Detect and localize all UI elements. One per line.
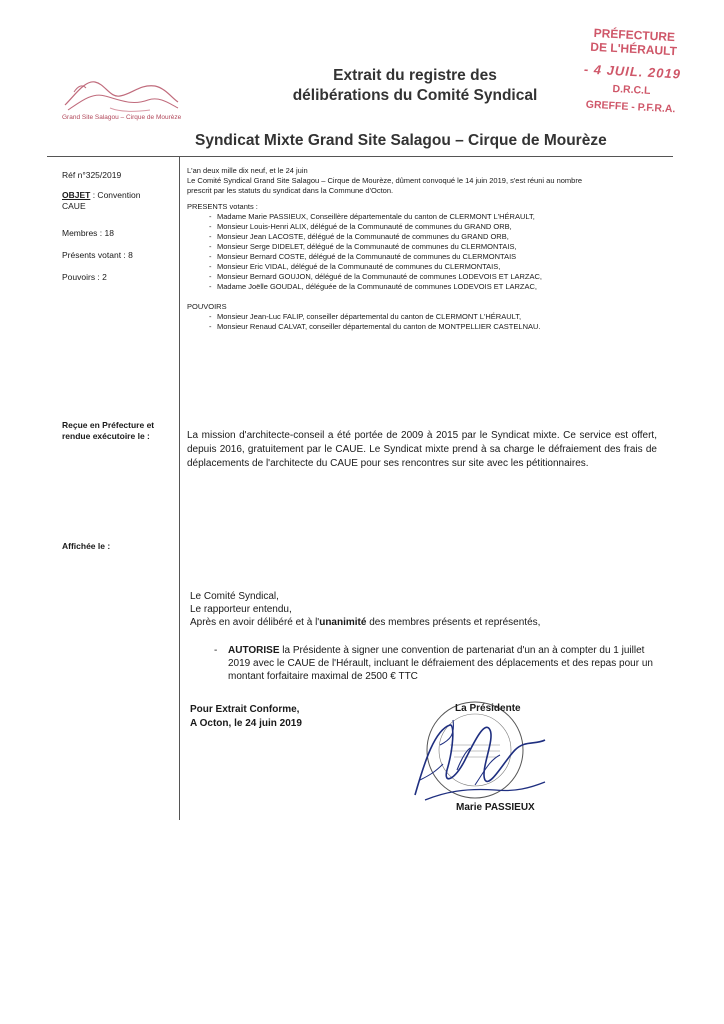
presents-count: Présents votant : 8 — [62, 250, 133, 260]
document-title — [270, 66, 560, 106]
handwritten-signature — [395, 700, 555, 810]
pouvoirs-heading: POUVOIRS — [187, 302, 227, 311]
place-and-date: A Octon, le 24 juin 2019 — [190, 718, 302, 729]
deliberation-block — [190, 590, 660, 629]
presents-list — [187, 212, 657, 292]
signature-left-block — [190, 703, 302, 731]
logo-caption: Grand Site Salagou – Cirque de Mourèze — [62, 114, 182, 121]
affichee-label: Affichée le : — [62, 541, 111, 551]
objet-value-2: CAUE — [62, 201, 86, 211]
header-divider — [47, 156, 673, 157]
deliberation-line-1: Le Comité Syndical, — [190, 591, 279, 602]
list-item: - Madame Joëlle GOUDAL, déléguée de la Communauté de communes LODEVOIS ET LARZAC, — [187, 282, 657, 292]
stamp-line-3: D.R.C.L — [612, 82, 651, 97]
title-line-2: délibérations du Comité Syndical — [292, 87, 538, 104]
objet-value: : Convention — [90, 190, 141, 200]
decision-block — [214, 644, 668, 683]
membres-count: Membres : 18 — [62, 228, 114, 238]
intro-line-2: Le Comité Syndical Grand Site Salagou – Cirque de Mourèze, dûment convoqué le 14 juin 2019, s'est réuni au nombre — [187, 176, 583, 185]
intro-line-1: L'an deux mille dix neuf, et le 24 juin — [187, 166, 308, 175]
stamp-date: - 4 JUIL. 2019 — [583, 61, 682, 82]
list-item: - Monsieur Eric VIDAL, délégué de la Communauté de communes du CLERMONTAIS, — [187, 262, 657, 272]
objet-block — [62, 190, 174, 212]
document-subtitle: Syndicat Mixte Grand Site Salagou – Cirque de Mourèze — [195, 132, 607, 149]
prefecture-stamp — [573, 25, 692, 116]
list-item: - Monsieur Louis-Henri ALIX, délégué de la Communauté de communes du GRAND ORB, — [187, 222, 657, 232]
stamp-line-4: GREFFE - P.F.R.A. — [585, 98, 676, 116]
deliberation-line-2: Le rapporteur entendu, — [190, 604, 292, 615]
reception-label — [62, 420, 174, 442]
stamp-line-1: PRÉFECTURE — [593, 25, 676, 45]
stamp-line-2: DE L'HÉRAULT — [590, 39, 678, 59]
reception-line-1: Reçue en Préfecture et — [62, 420, 155, 430]
reception-line-2: rendue exécutoire le : — [62, 431, 150, 441]
president-name: Marie PASSIEUX — [456, 802, 535, 813]
decision-bullet: - — [214, 645, 218, 656]
pouvoirs-list — [187, 312, 657, 332]
intro-line-3: prescrit par les statuts du syndicat dans la Commune d'Octon. — [187, 186, 394, 195]
list-item: - Monsieur Bernard COSTE, délégué de la Communauté de communes du CLERMONTAIS — [187, 252, 657, 262]
pour-extrait-conforme: Pour Extrait Conforme, — [190, 704, 300, 715]
list-item: - Monsieur Bernard GOUJON, délégué de la Communauté de communes LODEVOIS ET LARZAC, — [187, 272, 657, 282]
meeting-intro — [187, 166, 657, 332]
president-title: La Présidente — [455, 703, 521, 714]
list-item: - Monsieur Jean-Luc FALIP, conseiller départemental du canton de CLERMONT L'HÉRAULT, — [187, 312, 657, 322]
decision-keyword: AUTORISE — [228, 645, 280, 656]
list-item: - Madame Marie PASSIEUX, Conseillère départementale du canton de CLERMONT L'HÉRAULT, — [187, 212, 657, 222]
list-item: - Monsieur Jean LACOSTE, délégué de la Communauté de communes du GRAND ORB, — [187, 232, 657, 242]
deliberation-line-3: Après en avoir délibéré et à l'unanimité des membres présents et représentés, — [190, 617, 541, 628]
column-divider — [179, 156, 180, 820]
syndicat-logo — [60, 70, 180, 130]
mission-paragraph: La mission d'architecte-conseil a été portée de 2009 à 2015 par le Syndicat mixte. Ce service est offert, depuis 2016, gratuitement par le CAUE. Le Syndicat mixte prend à sa charge le défraiement des frais de déplacements de l'architecte du CAUE pour ses rencontres sur site avec les pétitionnaires. — [187, 430, 657, 469]
pouvoirs-count: Pouvoirs : 2 — [62, 272, 107, 282]
list-item: - Monsieur Serge DIDELET, délégué de la Communauté de communes du CLERMONTAIS, — [187, 242, 657, 252]
title-line-1: Extrait du registre des — [333, 67, 497, 84]
presents-heading: PRESENTS votants : — [187, 202, 258, 211]
list-item: - Monsieur Renaud CALVAT, conseiller départemental du canton de MONTPELLIER CASTELNAU. — [187, 322, 657, 332]
objet-label: OBJET — [62, 190, 91, 200]
decision-text: la Présidente à signer une convention de partenariat d'un an à compter du 1 juillet 2019 avec le CAUE de l'Hérault, incluant le défraiement des déplacements et des repas pour un montant forfaitaire maximal de 2500 € TTC — [228, 645, 653, 682]
reference-number: Réf n°325/2019 — [62, 170, 122, 180]
